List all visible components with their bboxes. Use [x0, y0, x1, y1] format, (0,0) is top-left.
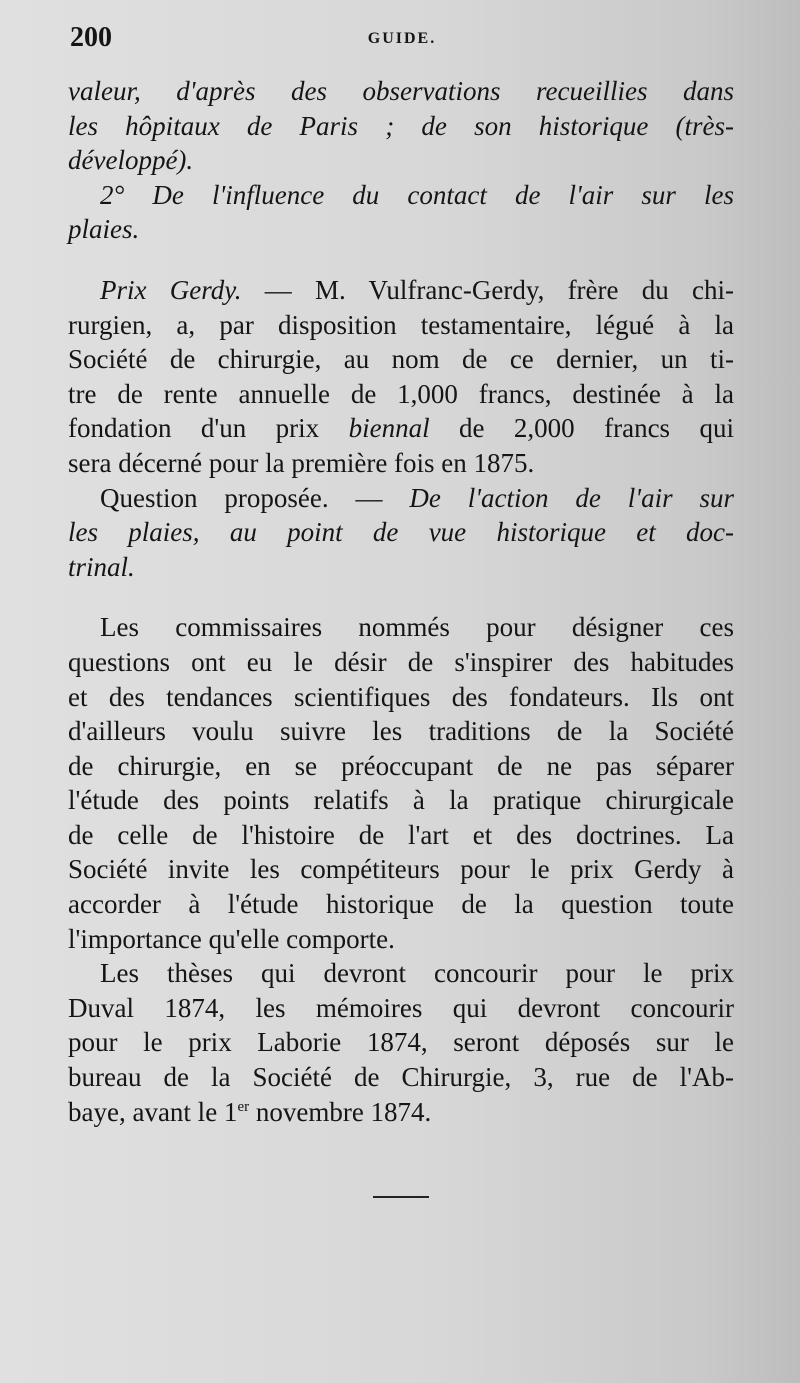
text-line: Les thèses qui devront concourir pour le prix: [100, 958, 734, 989]
text-line: l'étude des points relatifs à la pratique chirurgicale: [68, 785, 734, 816]
text-line: de celle de l'histoire de l'art et des doctrines. La: [68, 819, 734, 850]
text-segment: Question proposée. —: [100, 482, 410, 513]
paragraph-gap: [68, 247, 734, 273]
text-line: [68, 411, 734, 446]
text-line: d'ailleurs voulu suivre les traditions de la Société: [68, 716, 734, 747]
text-line: développé).: [68, 145, 194, 176]
text-line: les plaies, au point de vue historique et doc-: [68, 517, 734, 548]
end-rule: [373, 1196, 429, 1198]
text-line: questions ont eu le désir de s'inspirer des habitudes: [68, 646, 734, 677]
text-line: [68, 273, 734, 308]
superscript: er: [237, 1098, 250, 1115]
text-segment: de 2,000 francs qui: [429, 413, 734, 444]
text-line: sera décerné pour la première fois en 1875.: [68, 447, 535, 478]
text-line: [68, 481, 734, 516]
text-line: et des tendances scientifiques des fondateurs. Ils ont: [68, 681, 734, 712]
text-line: bureau de la Société de Chirurgie, 3, rue de l'Ab-: [68, 1062, 734, 1093]
text-line: rurgien, a, par disposition testamentaire, légué à la: [68, 309, 734, 340]
paragraph-gap: [68, 584, 734, 610]
page-number: 200: [70, 22, 112, 53]
text-line: Duval 1874, les mémoires qui devront concourir: [68, 992, 734, 1023]
text-segment: novembre 1874.: [249, 1096, 432, 1127]
page-header: [70, 22, 734, 56]
text-line: de chirurgie, en se préoccupant de ne pas séparer: [68, 750, 734, 781]
text-segment: — M. Vulfranc-Gerdy, frère du chi-: [241, 274, 735, 305]
text-segment-italic: De l'action de l'air sur: [409, 482, 734, 513]
text-line: plaies.: [68, 214, 140, 245]
text-line: tre de rente annuelle de 1,000 francs, destinée à la: [68, 378, 734, 409]
text-line: les hôpitaux de Paris ; de son historique (très-: [68, 110, 734, 141]
text-line: pour le prix Laborie 1874, seront déposés sur le: [68, 1027, 734, 1058]
text-line: trinal.: [68, 551, 135, 582]
text-line: 2° De l'influence du contact de l'air sur les: [100, 179, 734, 210]
text-line: Les commissaires nommés pour désigner ces: [100, 612, 734, 643]
text-segment: baye, avant le 1: [68, 1096, 238, 1127]
text-line: [68, 1095, 734, 1130]
text-line: Société de chirurgie, au nom de ce dernier, un ti-: [68, 344, 734, 375]
text-segment-italic: biennal: [348, 413, 430, 444]
body-text: [68, 74, 734, 1129]
text-segment: fondation d'un prix: [68, 413, 349, 444]
text-line: accorder à l'étude historique de la question toute: [68, 889, 734, 920]
prize-title: Prix Gerdy.: [100, 274, 242, 305]
text-line: Société invite les compétiteurs pour le prix Gerdy à: [68, 854, 734, 885]
running-title: GUIDE.: [367, 30, 437, 47]
text-line: l'importance qu'elle comporte.: [68, 923, 395, 954]
text-line: valeur, d'après des observations recueillies dans: [68, 76, 734, 106]
